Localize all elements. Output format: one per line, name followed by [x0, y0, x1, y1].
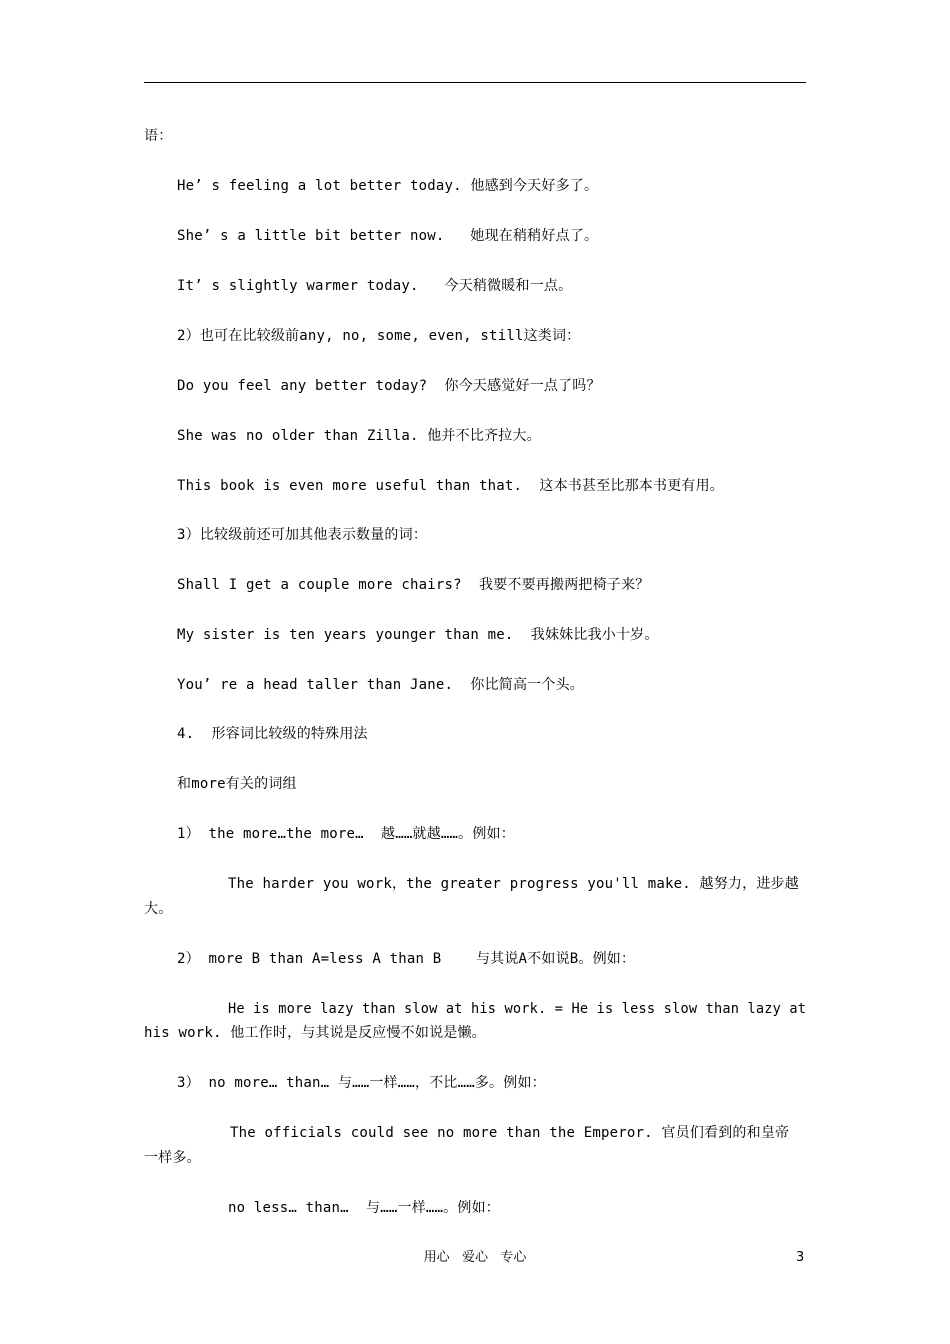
text-line: his work. 他工作时，与其说是反应慢不如说是懒。 — [144, 1025, 486, 1041]
text-line: My sister is ten years younger than me. 我妹妹比我小十岁。 — [177, 627, 659, 643]
text-line: She was no older than Zilla. 他并不比齐拉大。 — [177, 428, 541, 444]
text-line: 3） no more… than… 与……一样……，不比……多。例如： — [177, 1075, 546, 1091]
text-line: 1） the more…the more… 越……就越……。例如： — [177, 826, 515, 842]
text-line: 一样多。 — [144, 1150, 201, 1166]
text-line: 大。 — [144, 901, 173, 917]
text-line: 语： — [144, 128, 173, 144]
text-line: Do you feel any better today? 你今天感觉好一点了吗？ — [177, 378, 601, 394]
footer-motto: 用心 爱心 专心 — [423, 1250, 527, 1265]
text-line: no less… than… 与……一样……。例如： — [228, 1200, 500, 1216]
text-line: 2）也可在比较级前any, no, some, even, still这类词： — [177, 328, 581, 344]
text-line: It’ s slightly warmer today. 今天稍微暖和一点。 — [177, 278, 573, 294]
text-line: This book is even more useful than that. 这本书甚至比那本书更有用。 — [177, 478, 725, 494]
section-heading: 4. 形容词比较级的特殊用法 — [177, 726, 368, 742]
text-line: He’ s feeling a lot better today. 他感到今天好多了。 — [177, 178, 599, 194]
page-number: 3 — [796, 1250, 805, 1265]
text-line: 和more有关的词组 — [177, 776, 297, 792]
text-line: He is more lazy than slow at his work. = He is less slow than lazy at — [228, 1001, 807, 1017]
text-line: The officials could see no more than the Emperor. 官员们看到的和皇帝 — [230, 1125, 790, 1141]
text-line: Shall I get a couple more chairs? 我要不要再搬两把椅子来？ — [177, 577, 650, 593]
text-line: 3）比较级前还可加其他表示数量的词： — [177, 527, 428, 543]
text-line: She’ s a little bit better now. 她现在稍稍好点了。 — [177, 228, 599, 244]
text-line: The harder you work，the greater progress you'll make. 越努力，进步越 — [228, 876, 799, 892]
header-rule — [144, 82, 806, 83]
text-line: You’ re a head taller than Jane. 你比简高一个头。 — [177, 677, 584, 693]
text-line: 2） more B than A=less A than B 与其说A不如说B。例如： — [177, 951, 636, 967]
